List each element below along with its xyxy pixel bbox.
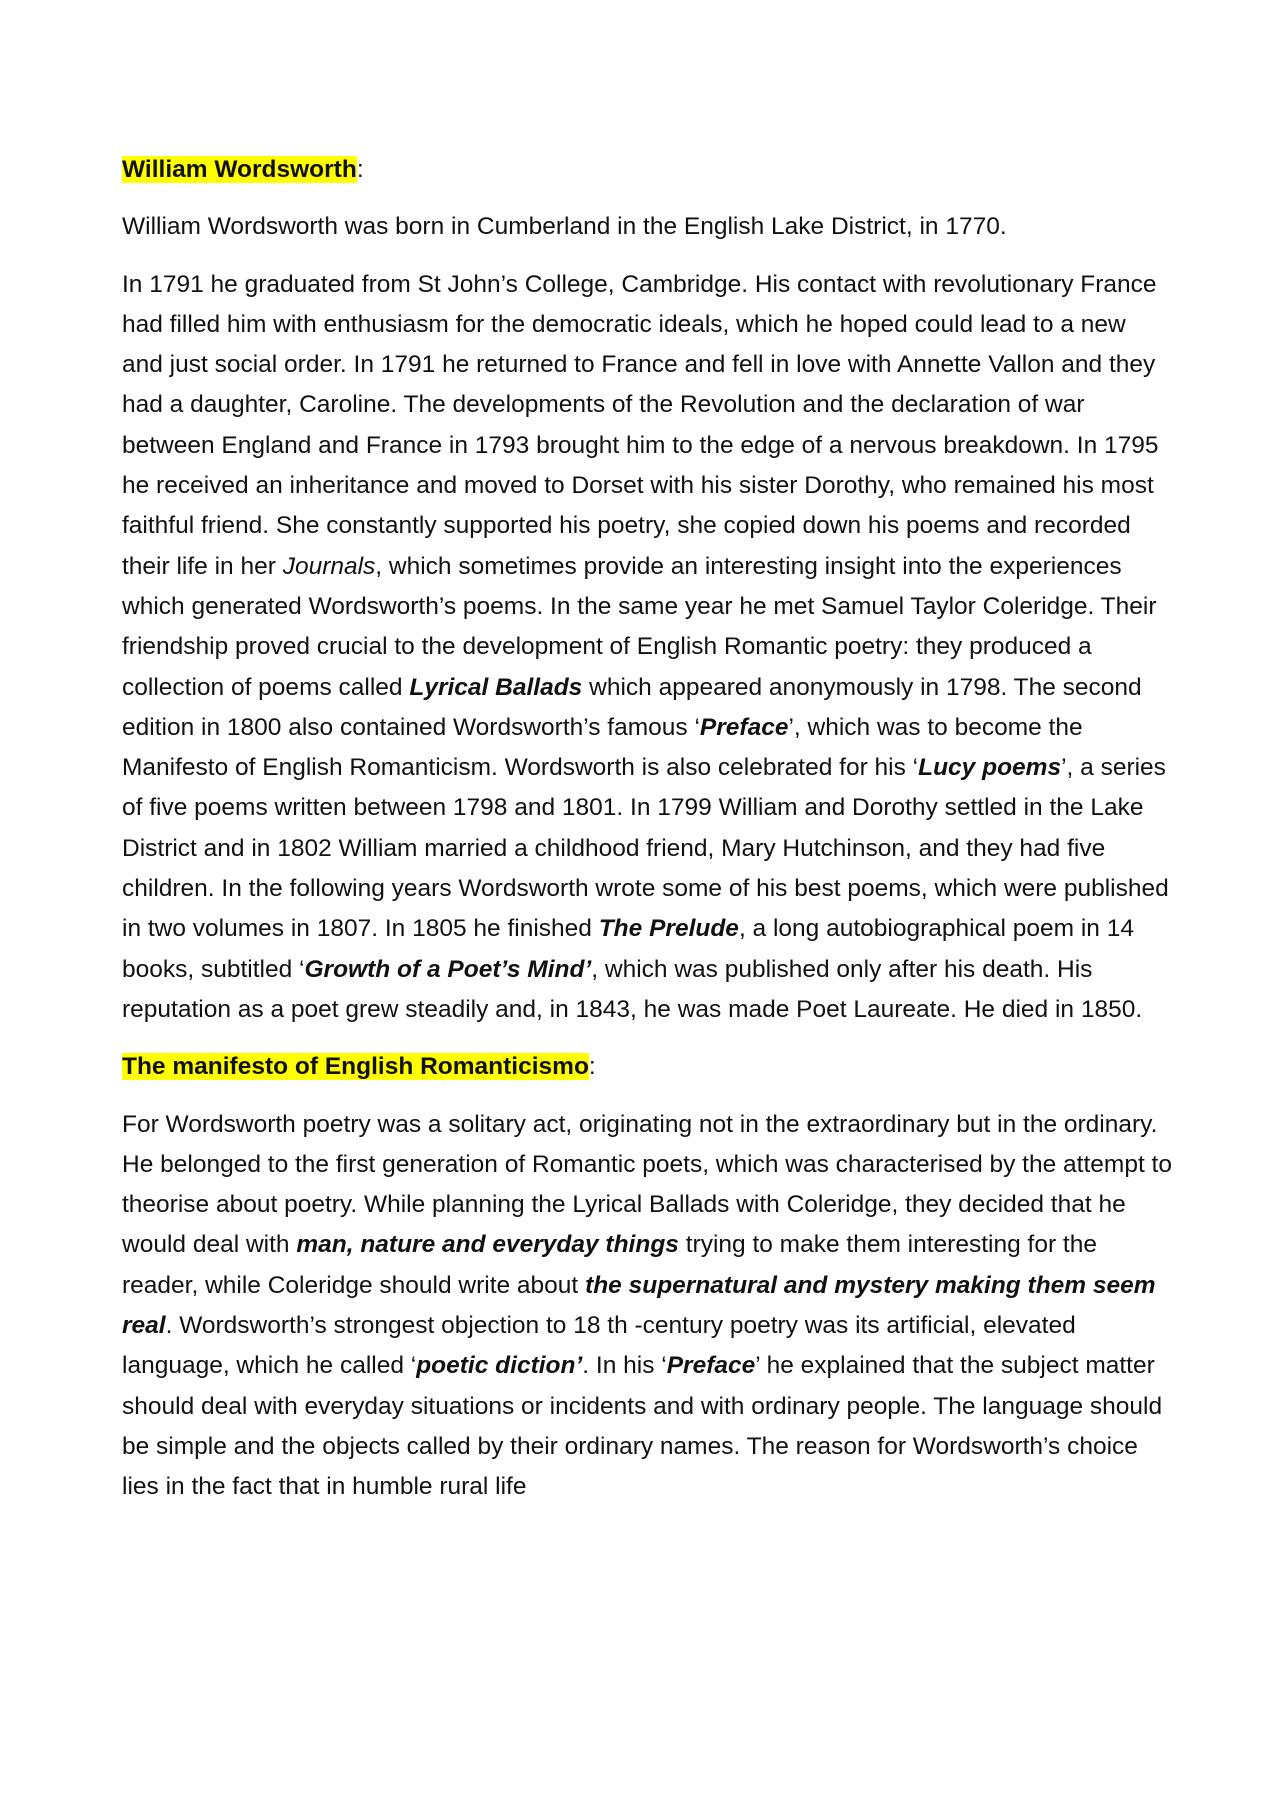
paragraph-manifesto (122, 1105, 1172, 1508)
text-run: ’, a series of five poems written between 1798 and 1801. In 1799 William and Dorothy settled in the Lake District and in 1802 William married a childhood friend, Mary Hutchinson, and they had five children. In the following years Wordsworth wrote some of his best poems, which were published in two volumes in 1807. In 1805 he finished (122, 754, 1169, 943)
text-run: ’ he explained that the subject matter should deal with everyday situations or incidents and with ordinary people. The language should be simple and the objects called by their ordinary names. The reason for Wordsworth’s choice lies in the fact that in humble rural life (122, 1352, 1163, 1501)
emphasis-preface: Preface (699, 713, 789, 741)
text-run: trying to make them interesting for the reader, while Coleridge should write about (122, 1231, 1097, 1299)
section-heading-manifesto (122, 1047, 1172, 1087)
emphasis-man-nature-everyday-things: man, nature and everyday things (296, 1231, 679, 1259)
text-run: ’, which was to become the Manifesto of English Romanticism. Wordsworth is also celebrated for his ‘ (122, 713, 1083, 782)
emphasis-poetic-diction: poetic diction’ (416, 1352, 583, 1380)
emphasis-growth-of-a-poets-mind: Growth of a Poet’s Mind’ (304, 955, 592, 983)
text-run: . In his ‘ (582, 1352, 667, 1380)
paragraph-biography (122, 265, 1172, 1031)
document-page (122, 150, 1172, 1525)
emphasis-journals: Journals (282, 552, 376, 580)
emphasis-lucy-poems: Lucy poems (918, 754, 1062, 782)
text-run: In 1791 he graduated from St John’s College, Cambridge. His contact with revolutionary France had filled him with enthusiasm for the democratic ideals, which he hoped could lead to a new and just social order. In 1791 he returned to France and fell in love with Annette Vallon and they had a daughter, Caroline. The developments of the Revolution and the declaration of war between England and France in 1793 brought him to the edge of a nervous breakdown. In 1795 he received an inheritance and moved to Dorset with his sister Dorothy, who remained his most faithful friend. She constantly supported his poetry, she copied down his poems and recorded their life in her (122, 270, 1159, 580)
emphasis-supernatural-mystery: the supernatural and mystery making them seem real (122, 1271, 1156, 1340)
highlighted-heading-text: The manifesto of English Romanticismo (122, 1053, 589, 1081)
text-run: , which was published only after his death. His reputation as a poet grew steadily and, in 1843, he was made Poet Laureate. He died in 1850. (122, 955, 1143, 1023)
text-run: . Wordsworth’s strongest objection to 18 th -century poetry was its artificial, elevated language, which he called ‘ (122, 1312, 1076, 1380)
heading-colon: : (588, 1053, 596, 1081)
emphasis-lyrical-ballads: Lyrical Ballads (409, 673, 583, 701)
text-run: , a long autobiographical poem in 14 books, subtitled ‘ (122, 915, 1134, 983)
text-run: which appeared anonymously in 1798. The second edition in 1800 also contained Wordsworth’s famous ‘ (122, 673, 1142, 741)
emphasis-preface: Preface (666, 1352, 756, 1380)
section-heading-william-wordsworth (122, 150, 1172, 190)
highlighted-heading-text: William Wordsworth (122, 156, 357, 183)
emphasis-the-prelude: The Prelude (598, 915, 739, 943)
text-run: For Wordsworth poetry was a solitary act, originating not in the extraordinary but in the ordinary. He belonged to the first generation of Romantic poets, which was characterised by the attempt to theorise about poetry. While planning the Lyrical Ballads with Coleridge, they decided that he would deal with (122, 1110, 1172, 1259)
paragraph-birth: William Wordsworth was born in Cumberland in the English Lake District, in 1770. (122, 213, 1007, 241)
heading-colon: : (356, 156, 364, 183)
text-run: , which sometimes provide an interesting insight into the experiences which generated Wordsworth’s poems. In the same year he met Samuel Taylor Coleridge. Their friendship proved crucial to the development of English Romantic poetry: they produced a collection of poems called (122, 552, 1157, 701)
